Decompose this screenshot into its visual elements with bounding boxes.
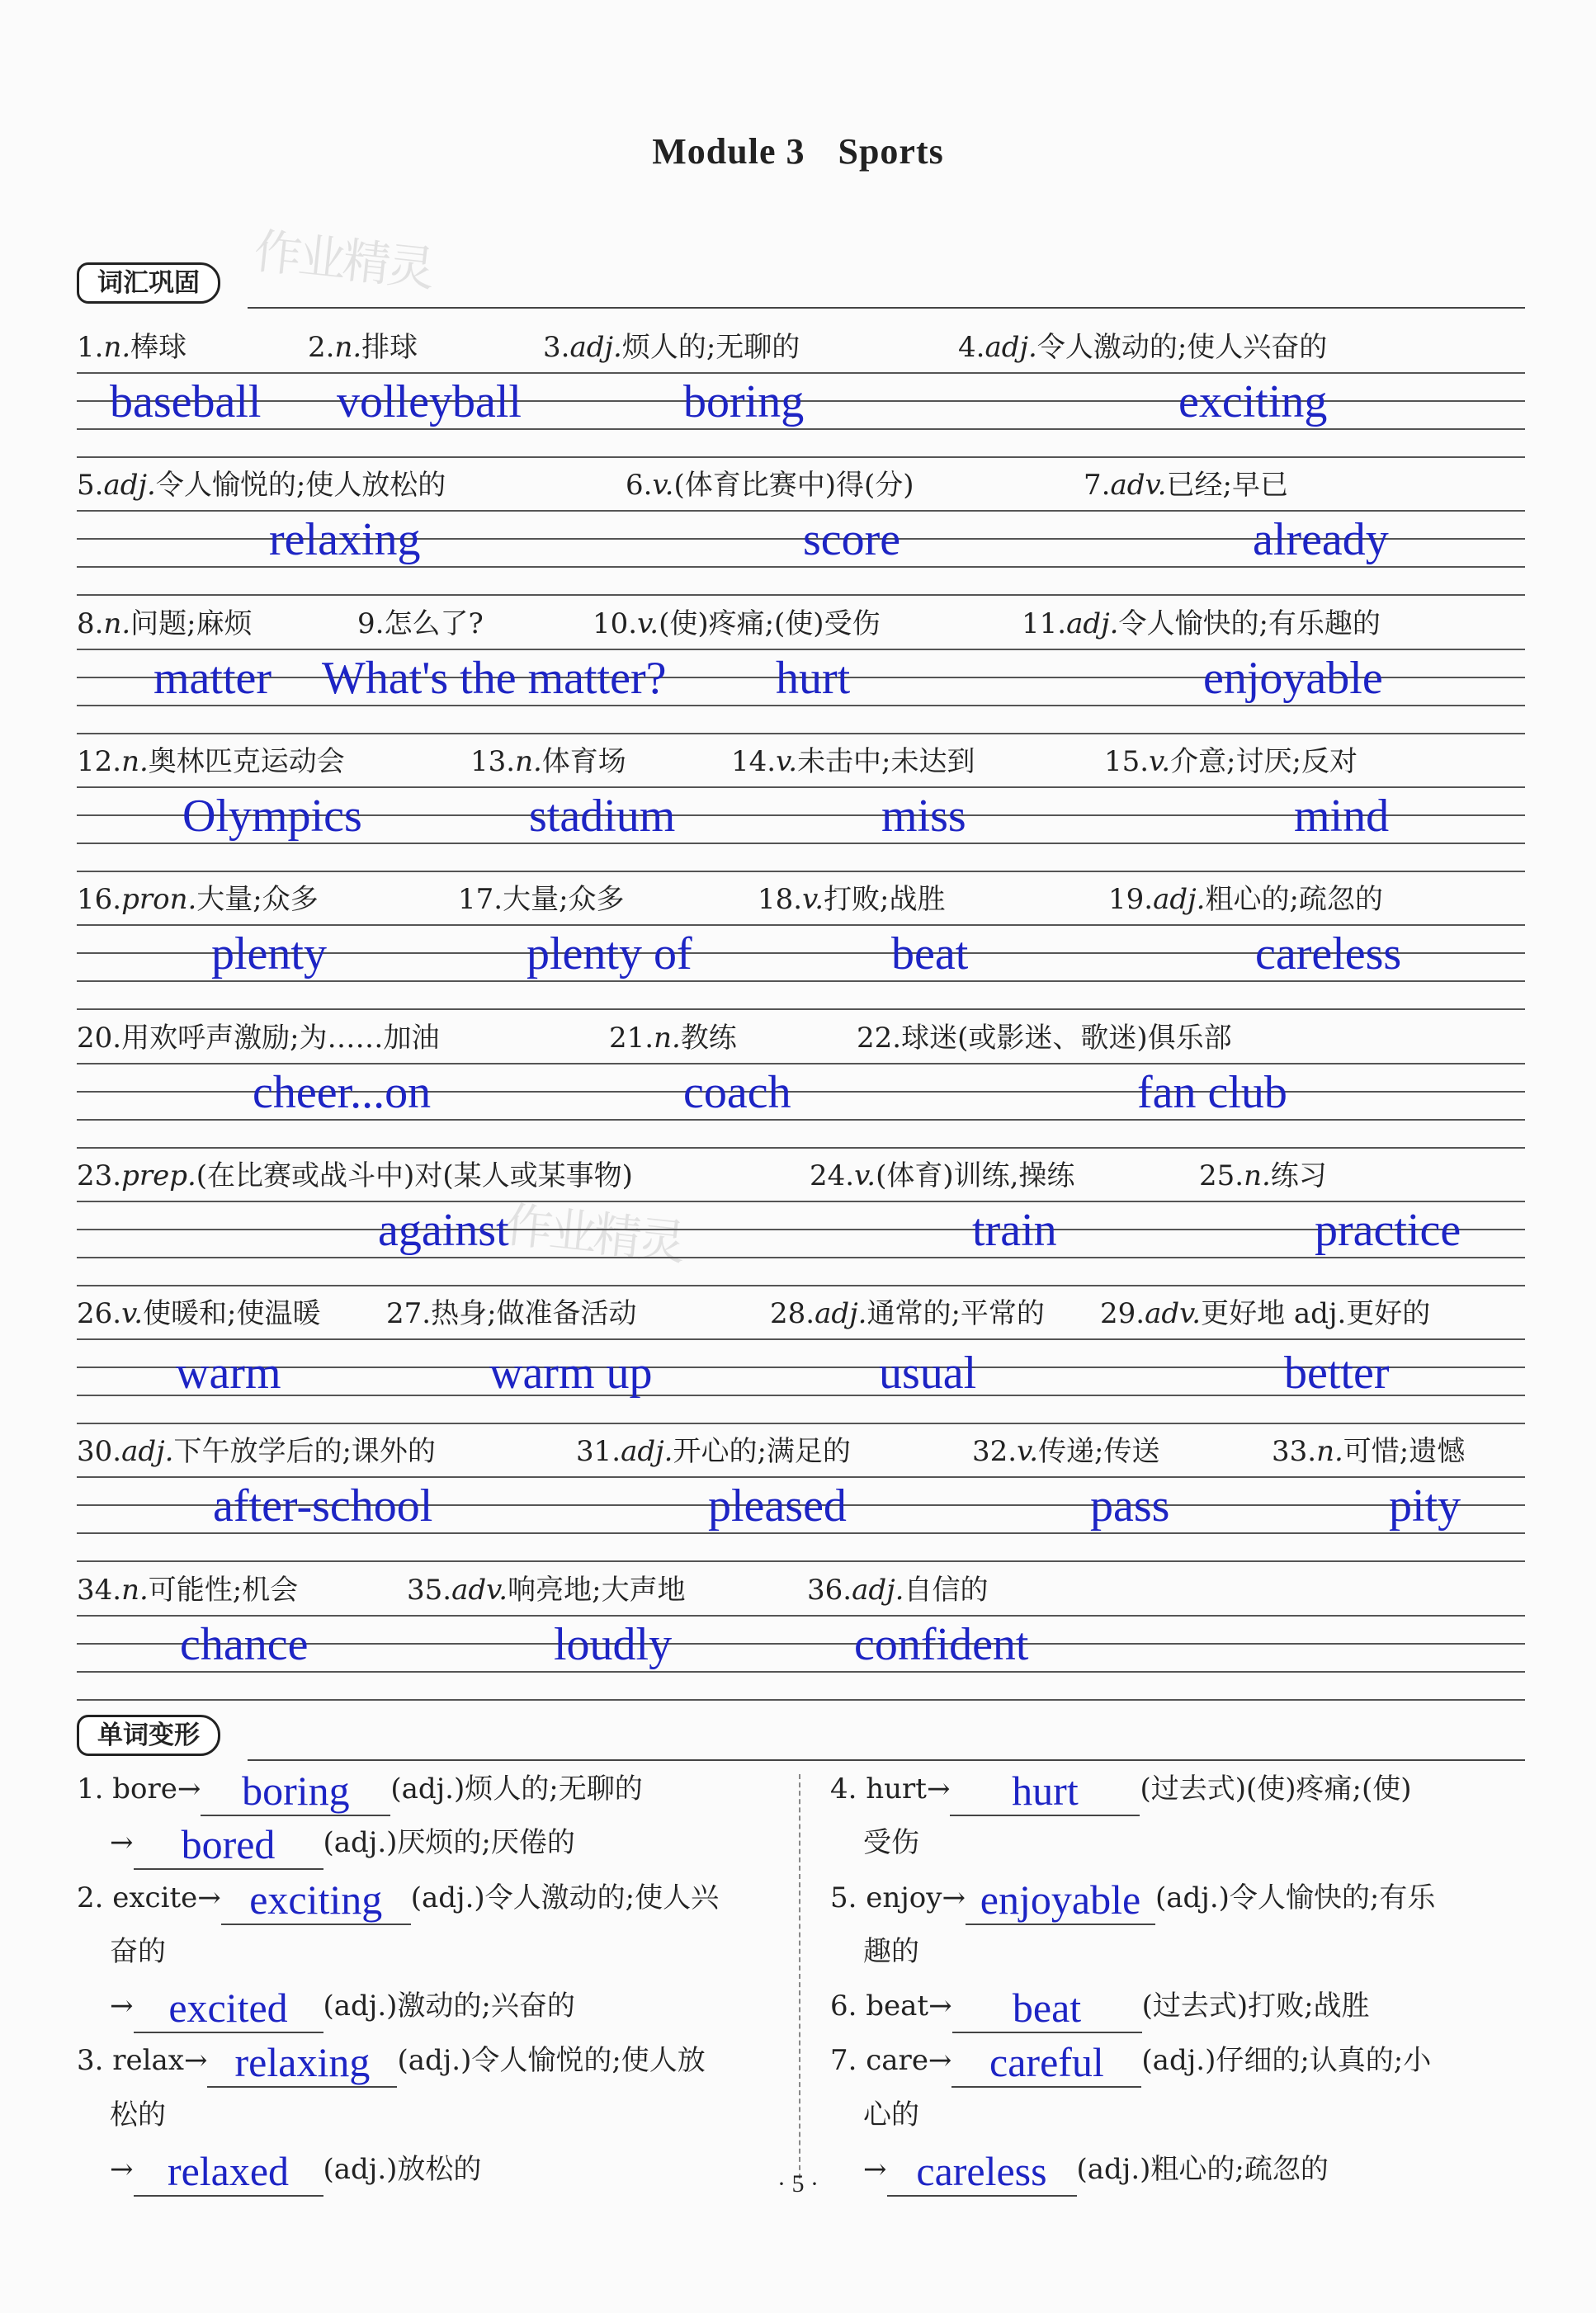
answer-blank[interactable] [134,1821,323,1870]
part-of-speech: adj. [1153,883,1206,917]
ruled-line [77,428,1525,430]
item-number: 22. [857,1021,902,1055]
gloss: 受伤 [863,1826,919,1859]
vocab-prompt [77,876,319,917]
answer-blank[interactable] [221,1876,411,1925]
chinese-meaning: 介意;讨厌;反对 [1170,744,1358,778]
part-of-speech: adj. [815,1297,867,1331]
handwritten-answer: hurt [776,652,851,704]
item-number: 1. [77,331,104,364]
handwritten-answer: loudly [554,1618,673,1670]
part-of-speech: adj. [985,331,1037,364]
wordform-line [77,1871,719,1925]
ruled-line [77,924,1525,926]
handwritten-answer: chance [180,1618,309,1670]
vocab-row [77,739,1525,876]
item-number: 35. [407,1573,452,1607]
vocab-row [77,1291,1525,1428]
handwritten-answer: warm up [489,1348,653,1400]
handwritten-answer: careless [1255,928,1402,980]
part-of-speech: adv. [1110,469,1167,503]
ruled-line [77,372,1525,374]
part-of-speech: adj. [1066,607,1119,640]
ruled-line [77,871,1525,872]
item-number: 7. [1084,469,1111,503]
chinese-meaning: (体育比赛中)得(分) [673,469,914,503]
chinese-meaning: 自信的 [904,1573,989,1607]
handwritten-answer: pass [1090,1480,1170,1532]
item-number: 9. [357,607,385,640]
ruled-line [77,1063,1525,1064]
wordform-line [110,2088,166,2142]
handwritten-answer: plenty [211,928,327,980]
ruled-line [77,1229,1525,1230]
handwritten-answer: careful [989,2039,1104,2085]
chinese-meaning: 教练 [680,1021,737,1055]
ruled-line [77,1699,1525,1701]
ruled-line [77,1257,1525,1258]
wordform-line [830,1979,1370,2033]
chinese-meaning: 问题;麻烦 [130,607,253,640]
base-word: 4. hurt→ [830,1773,951,1806]
wordform-line [863,1924,919,1979]
vocab-prompt [77,1015,440,1055]
handwritten-answer: usual [879,1348,977,1400]
chinese-meaning: 传递;传送 [1038,1435,1160,1469]
part-of-speech: n. [654,1021,681,1055]
answer-blank[interactable] [201,1768,390,1816]
vocab-row [77,1153,1525,1291]
item-number: 21. [609,1021,654,1055]
prompt-row [77,601,1525,640]
part-of-speech: v. [121,1297,144,1331]
ruled-line [77,1423,1525,1424]
module-label: Module 3 [652,131,805,172]
vocab-prompt [77,1567,298,1607]
handwritten-answer: Olympics [182,790,362,842]
vocab-prompt [77,1291,321,1331]
prompt-row [77,1567,1525,1607]
ruled-line [77,1615,1525,1617]
item-number: 17. [458,883,503,917]
part-of-speech: adj. [121,1435,174,1469]
item-number: 15. [1104,744,1150,778]
page-title [0,130,1596,172]
gloss: (adj.)仔细的;认真的;小 [1141,2044,1432,2077]
wordform-line [863,2088,919,2142]
section-tag-vocab: 词汇巩固 [77,262,220,304]
gloss: (adj.)放松的 [323,2153,482,2186]
prompt-row [77,739,1525,778]
ruled-line [77,733,1525,734]
chinese-meaning: 打败;战胜 [824,883,946,917]
handwritten-answer: score [803,514,901,566]
vocab-prompt [458,876,625,917]
wordform-line [830,1762,1412,1816]
prompt-row [77,462,1525,503]
handwritten-answer: pity [1389,1480,1461,1532]
chinese-meaning: 烦人的;无聊的 [621,331,800,364]
handwritten-answer: pleased [708,1480,847,1532]
vocab-prompt [626,462,914,503]
gloss: 心的 [863,2098,919,2131]
part-of-speech: v. [637,607,659,640]
vocab-prompt [593,601,881,641]
handwritten-answer: excited [168,1985,288,2031]
part-of-speech: v. [802,883,824,917]
handwritten-answer: enjoyable [1203,652,1383,704]
wordform-line [830,2033,1431,2088]
vocab-prompt [470,739,626,779]
handwritten-answer: stadium [529,790,676,842]
section-rule [248,307,1525,309]
item-number: 8. [77,607,104,640]
vocab-prompt [958,324,1327,365]
vocab-prompt [77,462,446,503]
handwritten-answer: careless [916,2148,1047,2194]
ruled-line [77,510,1525,512]
item-number: 25. [1199,1159,1244,1192]
item-number: 18. [758,883,803,917]
chinese-meaning: 怎么了? [384,607,484,640]
answer-blank[interactable] [207,2039,397,2088]
answer-blank[interactable] [950,1768,1140,1816]
answer-blank[interactable] [134,1985,323,2033]
item-number: 13. [470,744,516,778]
vocab-prompt [1100,1291,1430,1331]
item-number: 3. [543,331,570,364]
vocab-row [77,1015,1525,1153]
gloss: 奋的 [110,1935,166,1968]
ruled-line [77,1671,1525,1673]
gloss: (adj.)粗心的;疏忽的 [1076,2153,1329,2186]
item-number: 19. [1108,883,1154,917]
ruled-line [77,980,1525,982]
part-of-speech: v. [652,469,674,503]
vocab-prompt [609,1015,737,1055]
handwritten-answer: plenty of [526,928,692,980]
handwritten-answer: bored [181,1821,276,1867]
part-of-speech: v. [1017,1435,1039,1469]
vocab-prompt [576,1428,851,1469]
part-of-speech: adj. [621,1435,673,1469]
chinese-meaning: 练习 [1270,1159,1327,1192]
watermark: 作业精灵 [251,222,435,298]
item-number: 33. [1272,1435,1317,1469]
vocab-prompt [1022,601,1381,641]
prompt-row [77,876,1525,917]
vocab-row [77,1428,1525,1566]
chinese-meaning: 更好地 adj.更好的 [1201,1297,1431,1331]
item-number: 27. [386,1297,432,1331]
part-of-speech: adv. [451,1573,508,1607]
wordform-line [77,2033,706,2088]
chinese-meaning: 未击中;未达到 [797,744,975,778]
answer-blank[interactable] [951,2039,1141,2088]
chinese-meaning: 粗心的;疏忽的 [1205,883,1383,917]
chinese-meaning: 大量;众多 [503,883,625,917]
handwritten-answer: matter [153,652,272,704]
part-of-speech: pron. [121,883,197,917]
vocab-prompt [731,739,975,779]
base-word: → [863,2153,887,2186]
ruled-line [77,1119,1525,1121]
part-of-speech: n. [515,744,542,778]
chinese-meaning: 热身;做准备活动 [431,1297,637,1331]
chinese-meaning: 体育场 [541,744,626,778]
vocab-prompt [770,1291,1045,1331]
wordform-line [830,1871,1435,1925]
ruled-line [77,566,1525,568]
chinese-meaning: 可能性;机会 [148,1573,299,1607]
chinese-meaning: 大量;众多 [196,883,319,917]
ruled-line [77,786,1525,788]
prompt-row [77,1153,1525,1192]
handwritten-answer: beat [1012,1985,1082,2031]
vocab-row [77,876,1525,1014]
gloss: (adj.)激动的;兴奋的 [323,1990,575,2023]
gloss: (adj.)令人激动的;使人兴 [410,1881,720,1914]
ruled-line [77,649,1525,650]
handwritten-answer: after-school [213,1480,433,1532]
item-number: 26. [77,1297,122,1331]
vocab-prompt [77,601,253,641]
handwritten-answer: coach [683,1066,791,1118]
gloss: 趣的 [863,1935,919,1968]
vocab-prompt [807,1567,988,1607]
ruled-line [77,705,1525,706]
part-of-speech: n. [103,607,131,640]
item-number: 23. [77,1159,122,1192]
item-number: 6. [626,469,653,503]
chinese-meaning: 奥林匹克运动会 [148,744,345,778]
chinese-meaning: 棒球 [130,331,187,364]
wordform-line [77,1762,643,1816]
item-number: 12. [77,744,122,778]
vocab-row [77,601,1525,739]
handwritten-answer: boring [683,376,805,427]
section-rule [248,1759,1525,1761]
page-number: · 5 · [777,2170,819,2197]
base-word: → [110,2153,134,2186]
item-number: 10. [593,607,638,640]
item-number: 28. [770,1297,815,1331]
vocab-prompt [386,1291,637,1331]
chinese-meaning: 排球 [361,331,418,364]
part-of-speech: adj. [103,469,156,503]
vocab-prompt [1199,1153,1327,1193]
vocab-prompt [758,876,946,917]
part-of-speech: n. [121,744,149,778]
item-number: 32. [972,1435,1018,1469]
wordform-line [110,1815,575,1870]
handwritten-answer: boring [242,1768,350,1814]
item-number: 4. [958,331,985,364]
handwritten-answer: warm [176,1348,281,1400]
chinese-meaning: 开心的;满足的 [673,1435,851,1469]
part-of-speech: n. [1316,1435,1343,1469]
wordform-line [110,1924,166,1979]
chinese-meaning: (使)疼痛;(使)受伤 [659,607,881,640]
vocab-row [77,324,1525,462]
handwritten-answer: confident [854,1618,1029,1670]
chinese-meaning: 球迷(或影迷、歌迷)俱乐部 [901,1021,1232,1055]
handwritten-answer: practice [1315,1204,1461,1256]
ruled-line [77,594,1525,596]
handwritten-answer: cheer...on [253,1066,432,1118]
ruled-line [77,1338,1525,1340]
chinese-meaning: 可惜;遗憾 [1343,1435,1466,1469]
vocab-prompt [77,739,345,779]
item-number: 31. [576,1435,621,1469]
part-of-speech: n. [334,331,362,364]
base-word: → [110,1990,134,2023]
gloss: (过去式)(使)疼痛;(使) [1140,1773,1412,1806]
gloss: (过去式)打败;战胜 [1141,1990,1370,2023]
vocab-row [77,1567,1525,1705]
part-of-speech: prep. [121,1159,196,1192]
base-word: 6. beat→ [830,1990,952,2023]
column-divider [799,1774,800,2178]
wordform-line [863,1815,919,1870]
chinese-meaning: 响亮地;大声地 [508,1573,686,1607]
chinese-meaning: 通常的;平常的 [866,1297,1045,1331]
vocab-prompt [357,601,484,641]
item-number: 11. [1022,607,1067,640]
ruled-line [77,1476,1525,1478]
handwritten-answer: exciting [1178,376,1328,427]
handwritten-answer: hurt [1012,1768,1079,1814]
base-word: 5. enjoy→ [830,1881,966,1914]
handwritten-answer: against [378,1204,509,1256]
vocab-prompt [972,1428,1160,1469]
chinese-meaning: 令人愉快的;有乐趣的 [1118,607,1381,640]
vocab-prompt [308,324,418,365]
watermark: 作业精灵 [502,1196,686,1272]
gloss: (adj.)令人愉悦的;使人放 [397,2044,706,2077]
topic-label: Sports [838,131,944,172]
part-of-speech: v. [776,744,798,778]
answer-blank[interactable] [966,1876,1155,1925]
chinese-meaning: (在比赛或战斗中)对(某人或某事物) [196,1159,633,1192]
base-word: 3. relax→ [77,2044,208,2077]
part-of-speech: n. [1244,1159,1271,1192]
ruled-line [77,1147,1525,1149]
part-of-speech: adj. [852,1573,904,1607]
chinese-meaning: 使暖和;使温暖 [143,1297,321,1331]
handwritten-answer: relaxed [167,2148,290,2194]
ruled-line [77,843,1525,844]
item-number: 2. [308,331,335,364]
part-of-speech: n. [103,331,131,364]
vocab-prompt [77,1428,436,1469]
item-number: 34. [77,1573,122,1607]
chinese-meaning: 令人愉悦的;使人放松的 [155,469,446,503]
item-number: 14. [731,744,777,778]
gloss: (adj.)厌烦的;厌倦的 [323,1826,575,1859]
handwritten-answer: beat [891,928,969,980]
handwritten-answer: already [1253,514,1389,566]
handwritten-answer: enjoyable [980,1876,1141,1923]
part-of-speech: v. [854,1159,876,1192]
base-word: 1. bore→ [77,1773,201,1806]
chinese-meaning: 已经;早已 [1166,469,1288,503]
wordform-line [110,1979,575,2033]
part-of-speech: n. [121,1573,149,1607]
item-number: 30. [77,1435,122,1469]
item-number: 36. [807,1573,852,1607]
vocab-prompt [543,324,800,365]
gloss: (adj.)令人愉快的;有乐 [1155,1881,1436,1914]
ruled-line [77,1008,1525,1010]
item-number: 5. [77,469,104,503]
chinese-meaning: 下午放学后的;课外的 [173,1435,436,1469]
vocab-prompt [77,324,187,365]
handwritten-answer: volleyball [337,376,522,427]
handwritten-answer: train [972,1204,1057,1256]
item-number: 29. [1100,1297,1145,1331]
vocab-prompt [407,1567,686,1607]
prompt-row [77,1291,1525,1331]
part-of-speech: v. [1149,744,1171,778]
part-of-speech: adv. [1145,1297,1202,1331]
chinese-meaning: 用欢呼声激励;为……加油 [121,1021,440,1055]
item-number: 20. [77,1021,122,1055]
handwritten-answer: mind [1294,790,1390,842]
ruled-line [77,1532,1525,1534]
prompt-row [77,324,1525,364]
vocab-prompt [1104,739,1358,779]
base-word: 7. care→ [830,2044,952,2077]
handwritten-answer: exciting [249,1876,383,1923]
item-number: 24. [810,1159,855,1192]
handwritten-answer: miss [881,790,966,842]
prompt-row [77,1428,1525,1469]
handwritten-answer: better [1284,1348,1390,1400]
handwritten-answer: fan club [1137,1066,1287,1118]
gloss: (adj.)烦人的;无聊的 [390,1773,643,1806]
handwritten-answer: relaxing [269,514,421,566]
vocab-prompt [857,1015,1232,1055]
handwritten-answer: baseball [110,376,262,427]
ruled-line [77,456,1525,458]
ruled-line [77,1201,1525,1202]
ruled-line [77,1560,1525,1562]
answer-blank[interactable] [952,1985,1142,2033]
handwritten-answer: What's the matter? [322,652,667,704]
vocab-prompt [1108,876,1383,917]
prompt-row [77,1015,1525,1055]
chinese-meaning: 令人激动的;使人兴奋的 [1036,331,1328,364]
vocab-prompt [1084,462,1288,503]
part-of-speech: adj. [569,331,622,364]
chinese-meaning: (体育)训练,操练 [876,1159,1075,1192]
item-number: 16. [77,883,122,917]
vocab-prompt [77,1153,633,1193]
vocab-prompt [810,1153,1074,1193]
vocab-prompt [1272,1428,1465,1469]
vocab-row [77,462,1525,600]
base-word: 2. excite→ [77,1881,221,1914]
gloss: 松的 [110,2098,166,2131]
ruled-line [77,1285,1525,1286]
base-word: → [110,1826,134,1859]
section-tag-wordforms: 单词变形 [77,1715,220,1756]
handwritten-answer: relaxing [234,2039,371,2085]
